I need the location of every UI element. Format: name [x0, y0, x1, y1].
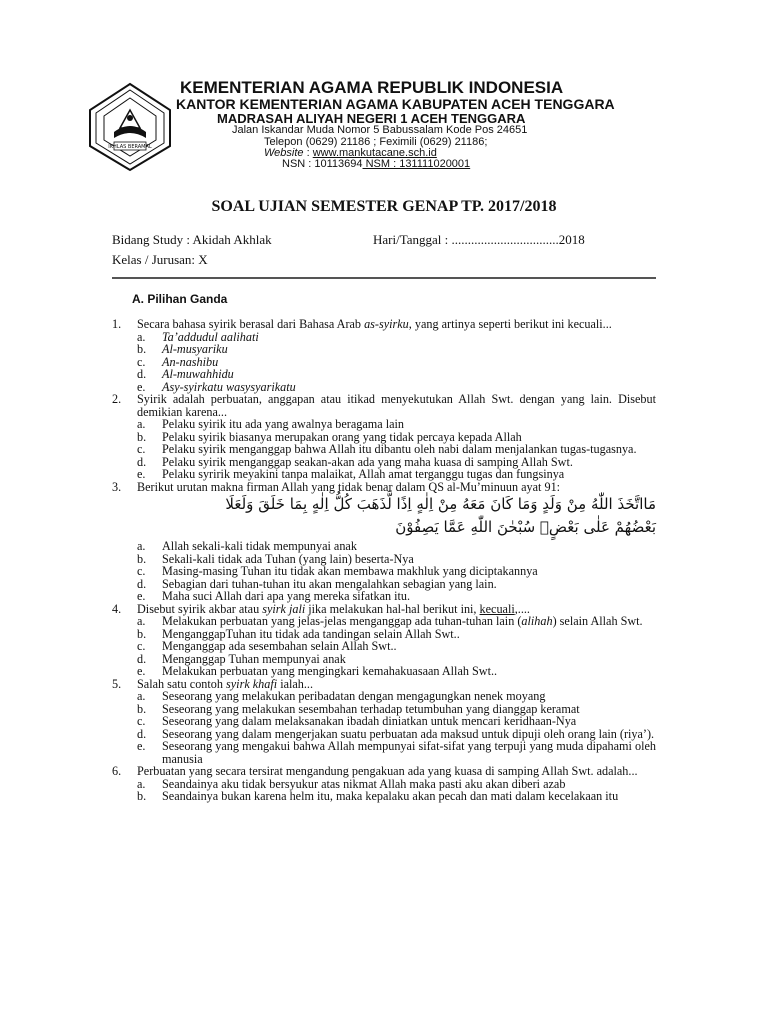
option-letter: e.: [137, 664, 146, 678]
option-letter: b.: [137, 789, 147, 803]
option-letter: b.: [137, 551, 147, 566]
option-letter: d.: [137, 367, 147, 381]
question-2: [112, 393, 656, 481]
section-title: A. Pilihan Ganda: [132, 292, 228, 306]
option-text: Pelaku syririk meyakini tanpa malaikat, Allah amat terganggu tugas dan fungsinya: [162, 467, 565, 481]
question-number: 6.: [112, 764, 122, 778]
office-name: KANTOR KEMENTERIAN AGAMA KABUPATEN ACEH TENGGARA: [176, 96, 615, 112]
option-letter: a.: [137, 614, 146, 628]
question-stem: Berikut urutan makna firman Allah yang tidak benar dalam QS al-Mu’minuun ayat 91:: [137, 479, 561, 494]
option-letter: b.: [137, 429, 147, 444]
question-3: [112, 481, 656, 603]
nsm: NSM : 131111020001: [362, 158, 471, 170]
question-number: 5.: [112, 676, 122, 691]
question-4: [112, 603, 656, 678]
stem-text: ,....: [514, 601, 530, 616]
question-6: [112, 765, 656, 803]
subject-field: Bidang Study : Akidah Akhlak: [112, 232, 272, 247]
stem-text: jika melakukan hal-hal berikut ini,: [305, 601, 480, 616]
option-letter: d.: [137, 576, 147, 591]
question-stem: Syirik adalah perbuatan, anggapan atau itikad menyekutukan Allah Swt. dengan yang lain. Disebut demikian karena...: [137, 392, 656, 419]
option-letter: c.: [137, 564, 146, 578]
stem-term: as-syirku: [364, 317, 409, 331]
option-b[interactable]: [137, 790, 656, 803]
option-letter: d.: [137, 726, 147, 741]
option-text: Melakukan perbuatan yang jelas-jelas menganggap ada tuhan-tuhan lain (: [162, 614, 522, 628]
option-text: Menganggap Tuhan mempunyai anak: [162, 651, 346, 666]
option-text: Al-muwahhidu: [162, 367, 234, 381]
nsn: NSN : 10113694: [282, 158, 363, 170]
option-text: Pelaku syirik menganggap bahwa Allah itu dibantu oleh nabi dalam menjalankan tugas-tugasnya.: [162, 442, 637, 456]
school-address: Jalan Iskandar Muda Nomor 5 Babussalam Kode Pos 24651: [232, 124, 528, 136]
letterhead: [0, 0, 768, 176]
option-text: Pelaku syirik biasanya merupakan orang yang tidak percaya kepada Allah: [162, 429, 522, 444]
option-letter: c.: [137, 442, 146, 456]
question-number: 3.: [112, 479, 122, 494]
option-text: Seandainya aku tidak bersyukur atas nikmat Allah maka pasti aku akan diberi azab: [162, 776, 566, 791]
ministry-name: KEMENTERIAN AGAMA REPUBLIK INDONESIA: [180, 78, 564, 97]
option-text: Seseorang yang melakukan sesembahan terhadap tetumbuhan yang dianggap keramat: [162, 701, 580, 716]
date-field: Hari/Tanggal : .................................2018: [373, 232, 585, 247]
option-text: Pelaku syirik menganggap seakan-akan ada yang maha kuasa di samping Allah Swt.: [162, 454, 573, 469]
question-number: 1.: [112, 317, 122, 331]
logo-motto: IKHLAS BERAMAL: [108, 144, 152, 150]
kementerian-agama-emblem-icon: [84, 80, 176, 172]
stem-text: Secara bahasa syirik berasal dari Bahasa Arab: [137, 317, 365, 331]
option-text: ) selain Allah Swt.: [552, 614, 643, 628]
option-letter: b.: [137, 701, 147, 716]
question-5: [112, 678, 656, 766]
exam-title: SOAL UJIAN SEMESTER GENAP TP. 2017/2018: [211, 198, 557, 215]
question-stem: Perbuatan yang secara tersirat mengandung pengakuan ada yang kuasa di samping Allah Swt. adalah...: [137, 764, 638, 778]
option-text: Seandainya bukan karena helm itu, maka kepalaku akan pecah dan mati dalam kecelakaan itu: [162, 789, 619, 803]
option-letter: e.: [137, 739, 146, 753]
option-text: MenganggapTuhan itu tidak ada tandingan selain Allah Swt..: [162, 626, 460, 641]
option-text: Maha suci Allah dari apa yang mereka sifatkan itu.: [162, 589, 411, 603]
option-letter: a.: [137, 539, 146, 553]
option-letter: e.: [137, 379, 146, 394]
option-text: Seseorang yang mengakui bahwa Allah mempunyai sifat-sifat yang terpuji yang muda dipahami oleh manusia: [162, 739, 656, 766]
stem-term: syirk khafi: [226, 676, 278, 691]
question-list: [112, 318, 656, 803]
option-term: alihah: [521, 614, 553, 628]
option-text: Allah sekali-kali tidak mempunyai anak: [162, 539, 357, 553]
option-letter: c.: [137, 354, 146, 369]
option-text: Masing-masing Tuhan itu tidak akan membawa makhluk yang diciptakannya: [162, 564, 538, 578]
option-text: Al-musyariku: [162, 342, 228, 356]
website-separator: :: [303, 147, 313, 159]
stem-exception: kecuali: [479, 601, 515, 616]
school-phone: Telepon (0629) 21186 ; Feximili (0629) 21186;: [264, 136, 488, 148]
stem-text: Salah satu contoh: [137, 676, 227, 691]
school-ids: [282, 158, 768, 170]
option-text: Menganggap ada sesembahan selain Allah Swt..: [162, 639, 397, 653]
option-letter: b.: [137, 342, 147, 356]
option-letter: d.: [137, 651, 147, 666]
arabic-verse-line-2: بَعْضُهُمْ عَلٰى بَعْضٍۗ سُبْحٰنَ اللّٰهِ عَمَّا يَصِفُوْنَ: [395, 518, 656, 536]
question-1: [112, 318, 656, 393]
option-text: Pelaku syirik itu ada yang awalnya beragama lain: [162, 417, 404, 431]
question-number: 4.: [112, 601, 122, 616]
option-e[interactable]: [137, 740, 656, 765]
header-divider: [112, 277, 656, 279]
option-text: Asy-syirkatu wasysyarikatu: [162, 379, 296, 394]
option-letter: b.: [137, 626, 147, 641]
option-letter: a.: [137, 689, 146, 703]
option-letter: c.: [137, 714, 146, 728]
option-letter: a.: [137, 776, 146, 791]
option-text: Seseorang yang dalam mengerjakan suatu perbuatan ada maksud untuk dipuji oleh orang lain (riya’).: [162, 726, 655, 741]
option-letter: a.: [137, 329, 146, 344]
option-letter: a.: [137, 417, 146, 431]
option-letter: e.: [137, 589, 146, 603]
option-text: An-nashibu: [162, 354, 219, 369]
school-name: MADRASAH ALIYAH NEGERI 1 ACEH TENGGARA: [217, 111, 526, 126]
website-label: Website: [264, 147, 304, 159]
option-text: Seseorang yang melakukan peribadatan dengan mengagungkan nenek moyang: [162, 689, 546, 703]
option-letter: e.: [137, 467, 146, 481]
stem-term: syirk jali: [262, 601, 306, 616]
stem-text: Disebut syirik akbar atau: [137, 601, 263, 616]
website-link[interactable]: www.mankutacane.sch.id: [312, 147, 437, 159]
option-text: Melakukan perbuatan yang mengingkari kemahakuasaan Allah Swt..: [162, 664, 498, 678]
option-text: Seseorang yang dalam melaksanakan ibadah diniatkan untuk mencari keridhaan-Nya: [162, 714, 577, 728]
arabic-verse-line-1: مَااتَّخَذَ اللّٰهُ مِنْ وَلَدٍ وَمَا كَانَ مَعَهُ مِنْ اِلٰهٍ اِذًا لَّذَهَبَ كُلُّ اِلٰهٍ بِمَا خَلَقَ وَلَعَلَا: [225, 495, 656, 513]
option-e[interactable]: [137, 468, 656, 481]
option-letter: c.: [137, 639, 146, 653]
option-text: Sekali-kali tidak ada Tuhan (yang lain) beserta-Nya: [162, 551, 414, 566]
class-field: Kelas / Jurusan: X: [112, 252, 208, 267]
option-letter: d.: [137, 454, 147, 469]
stem-text: , yang artinya seperti berikut ini kecuali...: [408, 317, 612, 331]
stem-text: ialah...: [277, 676, 314, 691]
option-text: Sebagian dari tuhan-tuhan itu akan mengalahkan sebagian yang lain.: [162, 576, 497, 591]
option-text: Ta’addudul aalihati: [162, 329, 259, 344]
question-number: 2.: [112, 392, 122, 406]
